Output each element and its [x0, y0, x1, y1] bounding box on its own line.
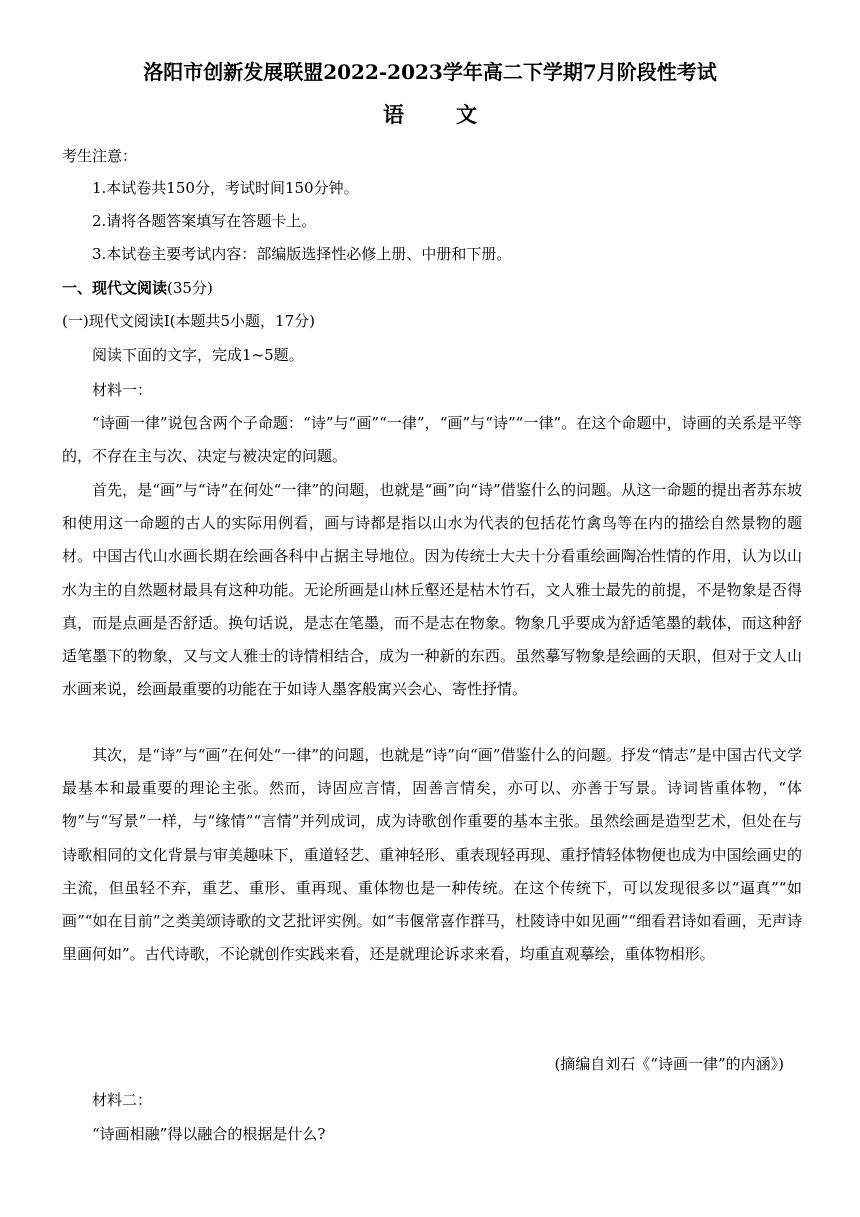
section-heading-label: 一、现代文阅读 — [62, 279, 168, 297]
material-label: 材料二： — [92, 1091, 153, 1109]
notice-item: 1.本试卷共150分，考试时间150分钟。 — [92, 179, 359, 197]
material-first-line: “诗画相融”得以融合的根据是什么? — [92, 1125, 326, 1143]
subject-title: 语文 — [383, 102, 529, 127]
exam-title: 洛阳市创新发展联盟2022-2023学年高二下学期7月阶段性考试 — [143, 60, 717, 84]
material-paragraph: 其次，是“诗”与“画”在何处“一律”的问题，也就是“诗”向“画”借鉴什么的问题。抒发“情志”是中国古代文学最基本和最重要的理论主张。然而，诗固应言情，固善言情矣，亦可以、亦善于写景。诗词皆重体物，“体物”与“写景”一样，与“缘情”“言情”并列成词，成为诗歌创作重要的基本主张。虽然绘画是造型艺术，但处在与诗歌相同的文化背景与审美趣味下，重道轻艺、重神轻形、重表现轻再现、重抒情轻体物便也成为中国绘画史的主流，但虽轻不弃，重艺、重形、重再现、重体物也是一种传统。在这个传统下，可以发现很多以“逼真”“如画”“如在目前”之类美颂诗歌的文艺批评实例。如“韦偃常喜作群马，杜陵诗中如见画”“细看君诗如看画，无声诗里画何如”。古代诗歌，不论就创作实践来看，还是就理论诉求来看，均重直观摹绘，重体物相形。 — [62, 746, 802, 964]
reading-instruction: 阅读下面的文字，完成1~5题。 — [92, 346, 304, 364]
material-label: 材料一： — [92, 381, 153, 399]
notice-item: 3.本试卷主要考试内容：部编版选择性必修上册、中册和下册。 — [92, 245, 512, 263]
material-paragraph: 首先，是“画”与“诗”在何处“一律”的问题，也就是“画”向“诗”借鉴什么的问题。从这一命题的提出者苏东坡和使用这一命题的古人的实际用例看，画与诗都是指以山水为代表的包括花竹禽鸟等在内的描绘自然景物的题材。中国古代山水画长期在绘画各科中占据主导地位。因为传统士大夫十分看重绘画陶冶性情的作用，认为以山水为主的自然题材最具有这种功能。无论所画是山林丘壑还是枯木竹石，文人雅士最先的前提，不是物象是否得真，而是点画是否舒适。换句话说，是志在笔墨，而不是志在物象。物象几乎要成为舒适笔墨的载体，而这种舒适笔墨下的物象，又与文人雅士的诗情相结合，成为一种新的东西。虽然摹写物象是绘画的天职，但对于文人山水画来说，绘画最重要的功能在于如诗人墨客般寓兴会心、寄性抒情。 — [62, 481, 802, 699]
section-heading — [62, 278, 213, 298]
notice-heading: 考生注意： — [62, 147, 138, 165]
material-paragraph: “诗画一律”说包含两个子命题：“诗”与“画”“一律”，“画”与“诗”“一律”。在这个命题中，诗画的关系是平等的，不存在主与次、决定与被决定的问题。 — [62, 414, 802, 466]
notice-item: 2.请将各题答案填写在答题卡上。 — [92, 212, 317, 230]
section-heading-score: (35分) — [167, 279, 213, 297]
material-source: (摘编自刘石《“诗画一律”的内涵》) — [554, 1055, 784, 1073]
part-heading: (一)现代文阅读Ⅰ(本题共5小题，17分) — [62, 312, 315, 330]
